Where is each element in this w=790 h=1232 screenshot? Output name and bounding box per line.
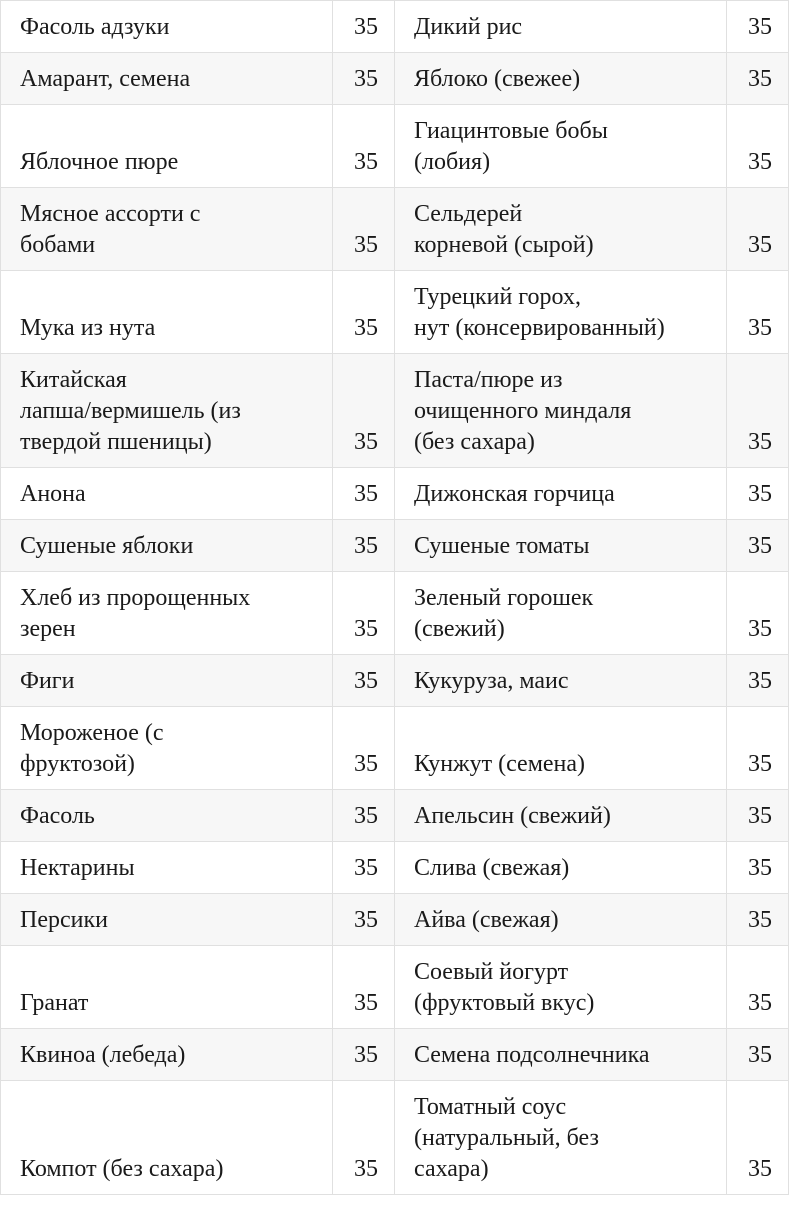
table-row: [1, 842, 789, 894]
food-name-cell: Гранат: [1, 946, 333, 1029]
gi-value-cell: 35: [333, 894, 395, 946]
gi-value-cell: 35: [727, 53, 789, 105]
food-name-cell: Яблочное пюре: [1, 105, 333, 188]
gi-value-cell: 35: [333, 1081, 395, 1195]
gi-value-cell: 35: [727, 790, 789, 842]
table-row: [1, 655, 789, 707]
gi-value-cell: 35: [333, 468, 395, 520]
food-name-cell: Персики: [1, 894, 333, 946]
food-name-cell: Семена подсолнечника: [395, 1029, 727, 1081]
food-name-cell: Турецкий горох, нут (консервированный): [395, 271, 727, 354]
food-name-cell: Апельсин (свежий): [395, 790, 727, 842]
gi-value-cell: 35: [333, 790, 395, 842]
table-row: [1, 1, 789, 53]
food-name-cell: Кукуруза, маис: [395, 655, 727, 707]
gi-value-cell: 35: [333, 520, 395, 572]
food-name-cell: Кунжут (семена): [395, 707, 727, 790]
gi-value-cell: 35: [333, 1029, 395, 1081]
gi-value-cell: 35: [333, 53, 395, 105]
gi-value-cell: 35: [333, 572, 395, 655]
table-body: [1, 1, 789, 1195]
gi-value-cell: 35: [727, 354, 789, 468]
table-row: [1, 790, 789, 842]
table-row: [1, 271, 789, 354]
food-name-cell: Анона: [1, 468, 333, 520]
gi-value-cell: 35: [333, 105, 395, 188]
food-name-cell: Дижонская горчица: [395, 468, 727, 520]
gi-value-cell: 35: [727, 894, 789, 946]
gi-value-cell: 35: [727, 707, 789, 790]
table-row: [1, 468, 789, 520]
food-name-cell: Сушеные томаты: [395, 520, 727, 572]
food-name-cell: Фасоль адзуки: [1, 1, 333, 53]
table-row: [1, 188, 789, 271]
table-row: [1, 572, 789, 655]
gi-value-cell: 35: [727, 1029, 789, 1081]
table-row: [1, 946, 789, 1029]
table-row: [1, 707, 789, 790]
gi-value-cell: 35: [333, 1, 395, 53]
gi-value-cell: 35: [727, 1081, 789, 1195]
gi-value-cell: 35: [333, 271, 395, 354]
gi-value-cell: 35: [333, 946, 395, 1029]
gi-value-cell: 35: [333, 707, 395, 790]
gi-value-cell: 35: [727, 946, 789, 1029]
food-name-cell: Слива (свежая): [395, 842, 727, 894]
food-name-cell: Зеленый горошек (свежий): [395, 572, 727, 655]
food-name-cell: Гиацинтовые бобы (лобия): [395, 105, 727, 188]
table-row: [1, 354, 789, 468]
table-row: [1, 894, 789, 946]
food-name-cell: Фасоль: [1, 790, 333, 842]
food-name-cell: Компот (без сахара): [1, 1081, 333, 1195]
food-name-cell: Айва (свежая): [395, 894, 727, 946]
table-row: [1, 1029, 789, 1081]
gi-value-cell: 35: [727, 655, 789, 707]
food-name-cell: Дикий рис: [395, 1, 727, 53]
food-name-cell: Фиги: [1, 655, 333, 707]
gi-value-cell: 35: [727, 520, 789, 572]
food-name-cell: Квиноа (лебеда): [1, 1029, 333, 1081]
food-name-cell: Китайская лапша/вермишель (из твердой пшеницы): [1, 354, 333, 468]
gi-value-cell: 35: [727, 468, 789, 520]
gi-value-cell: 35: [727, 572, 789, 655]
gi-value-cell: 35: [727, 1, 789, 53]
gi-value-cell: 35: [333, 842, 395, 894]
food-name-cell: Мука из нута: [1, 271, 333, 354]
food-name-cell: Яблоко (свежее): [395, 53, 727, 105]
food-name-cell: Томатный соус (натуральный, без сахара): [395, 1081, 727, 1195]
gi-value-cell: 35: [333, 354, 395, 468]
gi-value-cell: 35: [727, 105, 789, 188]
food-name-cell: Мясное ассорти с бобами: [1, 188, 333, 271]
food-name-cell: Хлеб из пророщенных зерен: [1, 572, 333, 655]
food-name-cell: Соевый йогурт (фруктовый вкус): [395, 946, 727, 1029]
food-name-cell: Нектарины: [1, 842, 333, 894]
gi-value-cell: 35: [727, 842, 789, 894]
gi-value-cell: 35: [333, 188, 395, 271]
food-name-cell: Мороженое (с фруктозой): [1, 707, 333, 790]
table-row: [1, 520, 789, 572]
gi-value-cell: 35: [727, 188, 789, 271]
table-row: [1, 53, 789, 105]
table-row: [1, 1081, 789, 1195]
gi-value-cell: 35: [333, 655, 395, 707]
food-name-cell: Паста/пюре из очищенного миндаля (без сахара): [395, 354, 727, 468]
table-row: [1, 105, 789, 188]
food-name-cell: Сушеные яблоки: [1, 520, 333, 572]
food-name-cell: Сельдерей корневой (сырой): [395, 188, 727, 271]
gi-value-cell: 35: [727, 271, 789, 354]
food-name-cell: Амарант, семена: [1, 53, 333, 105]
